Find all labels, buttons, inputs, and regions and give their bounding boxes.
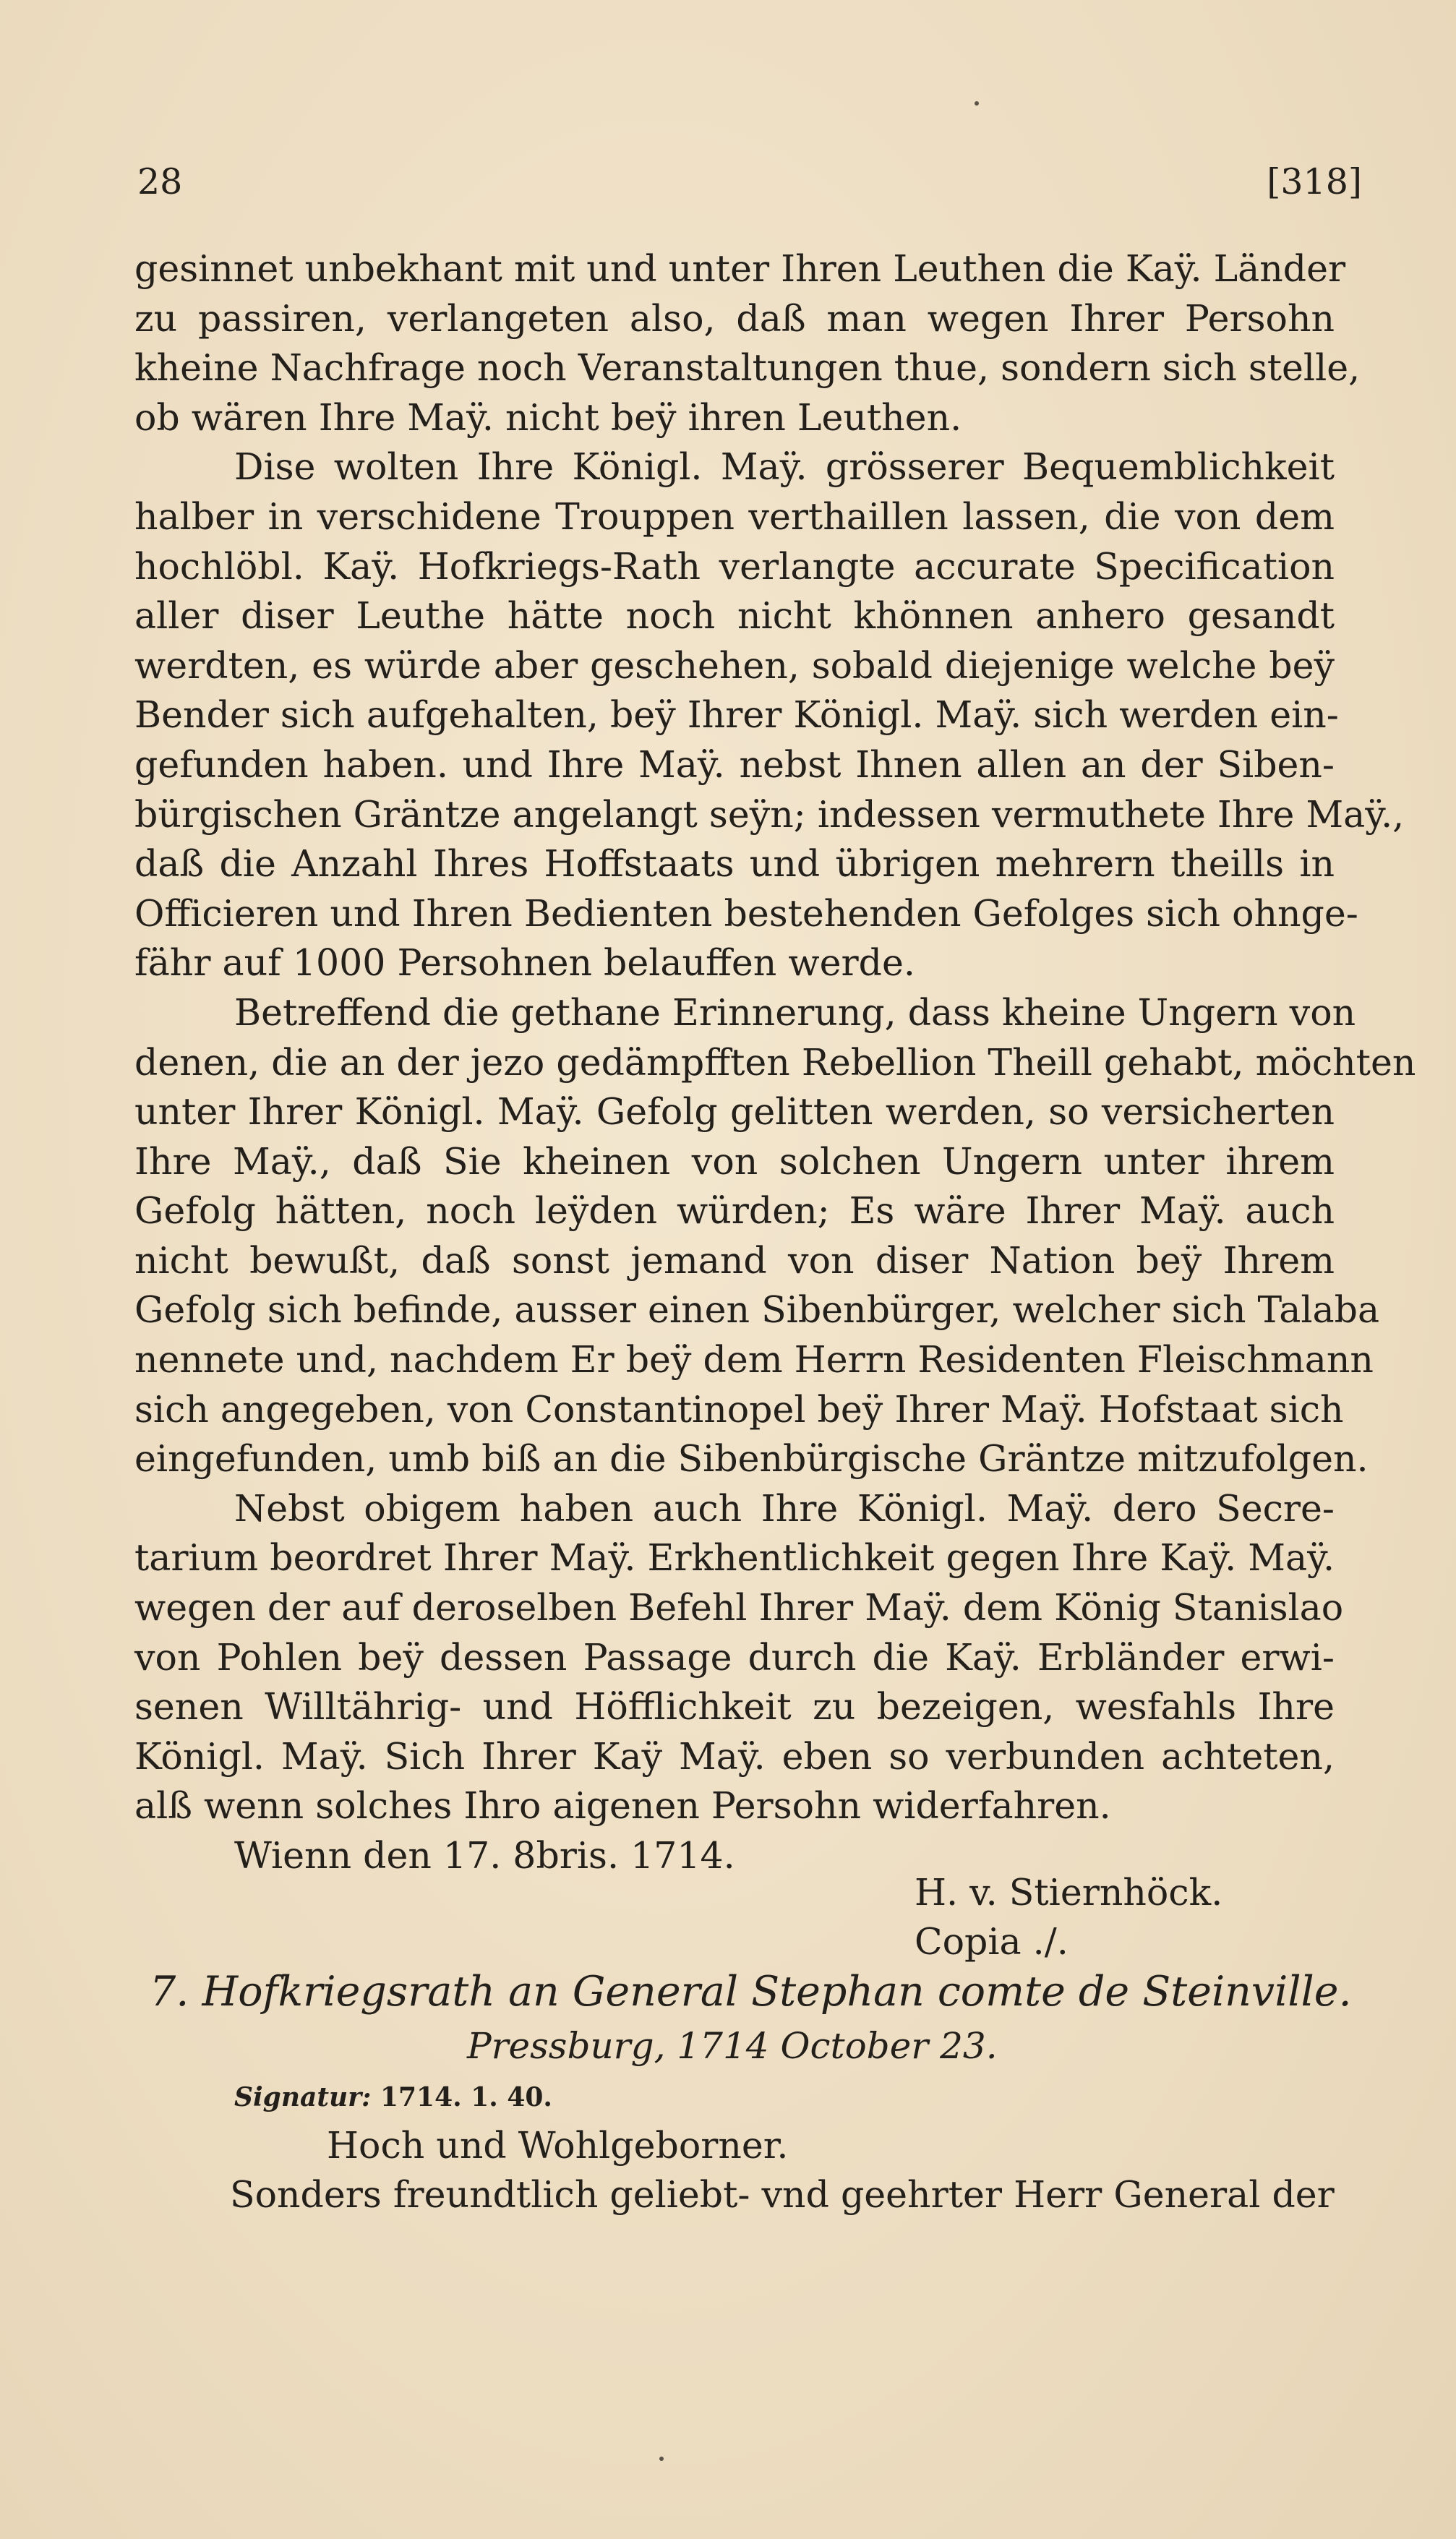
text-line: Gefolg hätten, noch leÿden würden; Es wäre Ihrer Maÿ. auch (134, 1189, 1335, 1233)
text-line: Dise wolten Ihre Königl. Maÿ. grösserer Bequemblichkeit (234, 445, 1335, 489)
signatur-label: Signatur: (234, 2082, 372, 2112)
text-line: Wienn den 17. 8bris. 1714. (234, 1834, 735, 1877)
text-line: eingefunden, umb biß an die Sibenbürgische Gräntze mitzufolgen. (134, 1437, 1369, 1481)
text-line: gesinnet unbekhant mit und unter Ihren Leuthen die Kaÿ. Länder (134, 247, 1346, 290)
text-line: gefunden haben. und Ihre Maÿ. nebst Ihnen allen an der Siben- (134, 742, 1335, 786)
text-line: Betreffend die gethane Erinnerung, dass kheine Ungern von (234, 990, 1356, 1034)
text-line: unter Ihrer Königl. Maÿ. Gefolg gelitten werden, so versicherten (134, 1090, 1335, 1134)
salutation: Hoch und Wohlgeborner. (327, 2124, 789, 2167)
text-line: bürgischen Gräntze angelangt seÿn; indessen vermuthete Ihre Maÿ., (134, 792, 1405, 836)
text-line: denen, die an der jezo gedämpfften Rebellion Theill gehabt, möchten (134, 1040, 1416, 1084)
print-speck (659, 2457, 664, 2461)
signatur-line (234, 2081, 552, 2114)
document-heading: 7. Hofkriegsrath an General Stephan comte de Steinville. (150, 1968, 1352, 2016)
copy-note: Copia ./. (915, 1920, 1069, 1963)
signature-name: H. v. Stiernhöck. (915, 1871, 1223, 1914)
document-place-date: Pressburg, 1714 October 23. (467, 2025, 998, 2067)
text-line: Gefolg sich befinde, ausser einen Sibenbürger, welcher sich Talaba (134, 1288, 1380, 1332)
text-line: zu passiren, verlangeten also, daß man wegen Ihrer Persohn (134, 296, 1335, 340)
text-line: ob wären Ihre Maÿ. nicht beÿ ihren Leuthen. (134, 395, 962, 439)
text-line: Königl. Maÿ. Sich Ihrer Kaÿ Maÿ. eben so verbunden achteten, (134, 1734, 1335, 1778)
text-line: senen Willtährig- und Höfflichkeit zu bezeigen, wesfahls Ihre (134, 1685, 1335, 1729)
text-line: Bender sich aufgehalten, beÿ Ihrer Königl. Maÿ. sich werden ein- (134, 693, 1339, 737)
text-line: daß die Anzahl Ihres Hoffstaats und übrigen mehrern theills in (134, 842, 1335, 886)
text-line: Officieren und Ihren Bedienten bestehenden Gefolges sich ohnge- (134, 891, 1358, 935)
text-line: Nebst obigem haben auch Ihre Königl. Maÿ. dero Secre- (234, 1486, 1335, 1530)
page-reference: [318] (1267, 161, 1362, 202)
text-line: aller diser Leuthe hätte noch nicht khönnen anhero gesandt (134, 594, 1335, 638)
text-line: werdten, es würde aber geschehen, sobald diejenige welche beÿ (134, 643, 1335, 687)
text-line: von Pohlen beÿ dessen Passage durch die Kaÿ. Erbländer erwi- (134, 1635, 1335, 1679)
text-line: Ihre Maÿ., daß Sie kheinen von solchen Ungern unter ihrem (134, 1139, 1335, 1183)
page-number: 28 (137, 161, 183, 202)
text-line: halber in verschidene Trouppen verthaillen lassen, die von dem (134, 494, 1335, 538)
text-line: fähr auf 1000 Persohnen belauffen werde. (134, 941, 915, 985)
text-line: tarium beordret Ihrer Maÿ. Erkhentlichkeit gegen Ihre Kaÿ. Maÿ. (134, 1536, 1335, 1580)
text-line: alß wenn solches Ihro aigenen Persohn widerfahren. (134, 1784, 1111, 1828)
text-line: kheine Nachfrage noch Veranstaltungen thue, sondern sich stelle, (134, 346, 1361, 390)
signatur-value: 1714. 1. 40. (380, 2082, 552, 2112)
print-speck (975, 101, 979, 106)
text-line: hochlöbl. Kaÿ. Hofkriegs-Rath verlangte accurate Specification (134, 544, 1335, 588)
text-line: nicht bewußt, daß sonst jemand von diser Nation beÿ Ihrem (134, 1238, 1335, 1282)
opening-line: Sonders freundtlich geliebt- vnd geehrter Herr General der (230, 2173, 1335, 2216)
text-line: nennete und, nachdem Er beÿ dem Herrn Residenten Fleischmann (134, 1338, 1374, 1382)
text-line: sich angegeben, von Constantinopel beÿ Ihrer Maÿ. Hofstaat sich (134, 1387, 1344, 1431)
letter-body (134, 244, 1416, 1881)
text-line: wegen der auf deroselben Befehl Ihrer Maÿ. dem König Stanislao (134, 1586, 1344, 1630)
